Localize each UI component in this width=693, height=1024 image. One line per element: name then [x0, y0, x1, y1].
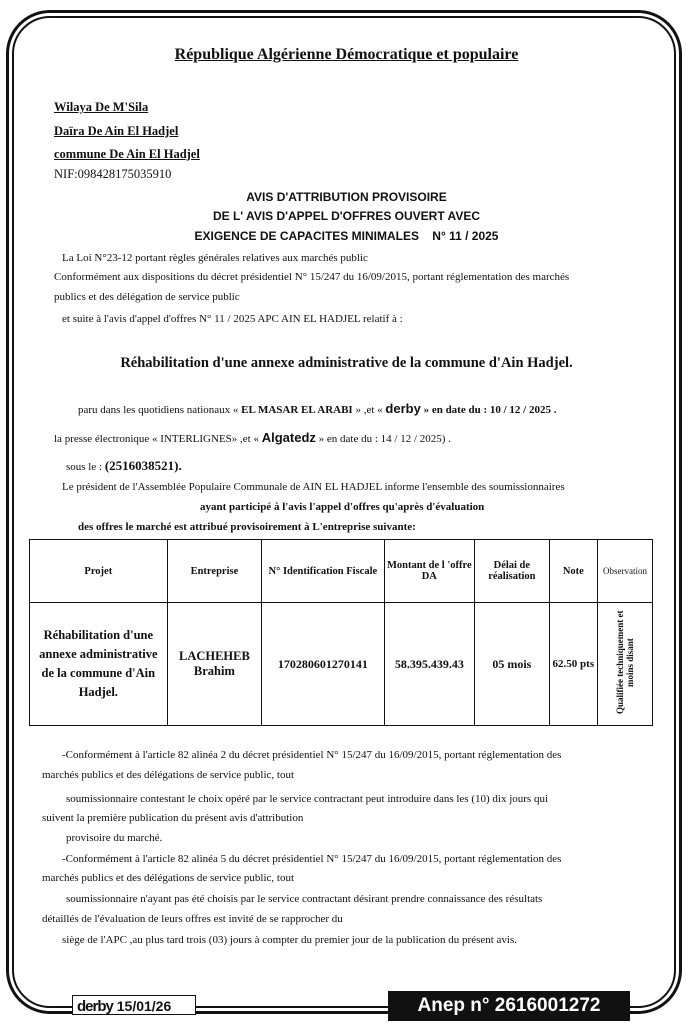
- publication-line-1: [78, 401, 557, 416]
- cell-observation: [598, 603, 653, 726]
- sous-le-number: (2516038521).: [104, 458, 182, 473]
- president-line-2: ayant participé à l'avis l'appel d'offres qu'après d'évaluation: [200, 501, 485, 513]
- recours-2a: -Conformément à l'article 82 alinéa 5 du décret présidentiel N° 15/247 du 16/09/2015, portant réglementation des: [62, 853, 562, 865]
- publication-line-2: [54, 430, 451, 445]
- col-projet: Projet: [30, 540, 168, 603]
- table-header-row: [30, 540, 653, 603]
- avis-title-2: DE L' AVIS D'APPEL D'OFFRES OUVERT AVEC: [212, 209, 481, 223]
- cell-projet: Réhabilitation d'une annexe administrative de la commune d'Ain Hadjel.: [30, 603, 168, 726]
- suite-line: et suite à l'avis d'appel d'offres N° 11 / 2025 APC AIN EL HADJEL relatif à :: [62, 313, 403, 325]
- loi-line: La Loi N°23-12 portant règles générales relatives aux marchés public: [62, 252, 368, 264]
- recours-2c: soumissionnaire n'ayant pas été choisis par le service contractant désirant prendre connaissance des résultats: [66, 893, 543, 905]
- sep-text: » ,et «: [355, 404, 383, 416]
- journal-1: EL MASAR EL ARABI: [241, 404, 353, 416]
- recours-1e: provisoire du marché.: [66, 832, 163, 844]
- cell-montant: 58.395.439.43: [384, 603, 475, 726]
- journal-2: derby: [385, 401, 421, 416]
- sous-le-text: sous le :: [66, 461, 105, 473]
- decret-line-1: Conformément aux dispositions du décret présidentiel N° 15/247 du 16/09/2015, portant réglementation des marchés: [54, 271, 570, 283]
- footer-anep-number: Anep n° 2616001272: [388, 991, 630, 1021]
- attribution-table: [29, 539, 653, 726]
- recours-2b: marchés publics et des délégations de service public, tout: [42, 872, 295, 884]
- recours-1b: marchés publics et des délégations de service public, tout: [42, 769, 295, 781]
- cell-entreprise: LACHEHEB Brahim: [167, 603, 262, 726]
- avis-title-3: EXIGENCE DE CAPACITES MINIMALES N° 11 / 2025: [194, 229, 499, 243]
- derby-logo: derby: [77, 998, 113, 1015]
- cell-note: 62.50 pts: [549, 603, 598, 726]
- decret-line-2: publics et des délégation de service public: [54, 291, 240, 303]
- journal-3: Algatedz: [261, 430, 316, 445]
- recours-2d: détaillés de l'évaluation de leurs offres est invité de se rapprocher du: [42, 913, 343, 925]
- cell-nif: 170280601270141: [262, 603, 384, 726]
- avis-title-1: AVIS D'ATTRIBUTION PROVISOIRE: [246, 190, 447, 204]
- col-note: Note: [549, 540, 598, 603]
- recours-1d: suivent la première publication du présent avis d'attribution: [42, 812, 304, 824]
- col-montant: Montant de l 'offre DA: [384, 540, 475, 603]
- observation-text: Qualifiée techniquement et moins disant: [615, 610, 636, 715]
- daira-line: Daïra De Ain El Hadjel: [54, 124, 179, 138]
- paru-text: paru dans les quotidiens nationaux «: [78, 404, 239, 416]
- table-row: [30, 603, 653, 726]
- col-observation: Observation: [598, 540, 653, 603]
- recours-2e: siège de l'APC ,au plus tard trois (03) jours à compter du premier jour de la publication du présent avis.: [62, 934, 518, 946]
- col-nif: N° Identification Fiscale: [262, 540, 384, 603]
- sous-le-line: [66, 458, 182, 474]
- project-title: Réhabilitation d'une annexe administrative de la commune d'Ain Hadjel.: [120, 355, 573, 371]
- date-1: » en date du : 10 / 12 / 2025 .: [423, 404, 557, 416]
- col-entreprise: Entreprise: [167, 540, 262, 603]
- commune-line: commune De Ain El Hadjel: [54, 147, 200, 161]
- wilaya-line: Wilaya De M'Sila: [54, 100, 149, 114]
- footer-date: 15/01/26: [116, 998, 172, 1014]
- nif-line: NIF:098428175035910: [54, 167, 172, 181]
- cell-delai: 05 mois: [475, 603, 549, 726]
- president-line-1: Le président de l'Assemblée Populaire Communale de AIN EL HADJEL informe l'ensemble des soumissionnaires: [62, 481, 565, 493]
- footer-derby-box: [72, 995, 196, 1015]
- president-line-3: des offres le marché est attribué provisoirement à L'entreprise suivante:: [78, 521, 416, 533]
- recours-1c: soumissionnaire contestant le choix opéré par le service contractant peut introduire dans les (10) dix jours qui: [66, 793, 549, 805]
- recours-1a: -Conformément à l'article 82 alinéa 2 du décret présidentiel N° 15/247 du 16/09/2015, portant réglementation des: [62, 749, 562, 761]
- date-2: » en date du : 14 / 12 / 2025) .: [318, 433, 451, 445]
- col-delai: Délai de réalisation: [475, 540, 549, 603]
- republic-title: République Algérienne Démocratique et populaire: [174, 46, 519, 63]
- presse-text: la presse électronique « INTERLIGNES» ,et «: [54, 433, 259, 445]
